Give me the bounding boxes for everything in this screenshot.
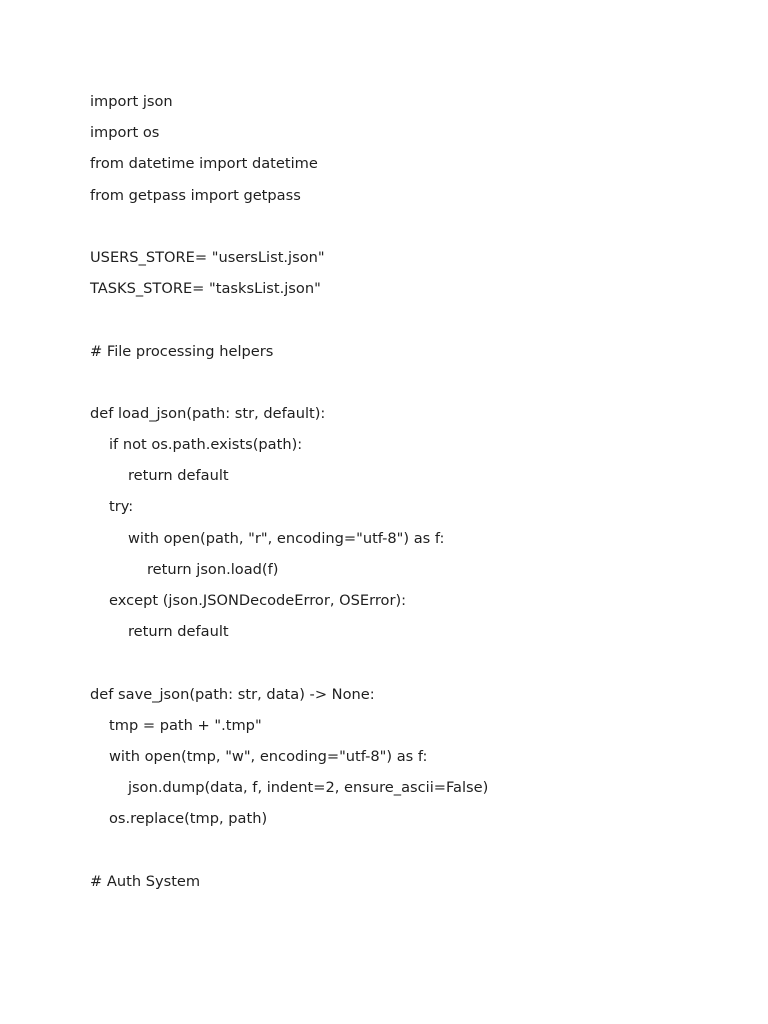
- code-line: return default: [128, 623, 229, 641]
- blank-line: [90, 308, 730, 339]
- code-line: with open(tmp, "w", encoding="utf-8") as f:: [109, 747, 428, 765]
- code-line: try:: [109, 498, 134, 516]
- code-line: return default: [128, 467, 229, 485]
- code-line: TASKS_STORE= "tasksList.json": [90, 280, 321, 298]
- comment-line: # Auth System: [90, 872, 201, 890]
- code-line: USERS_STORE= "usersList.json": [90, 248, 325, 266]
- code-block: [90, 90, 730, 901]
- code-line: with open(path, "r", encoding="utf-8") as f:: [128, 529, 445, 547]
- code-line: def load_json(path: str, default):: [90, 404, 326, 422]
- blank-line: [90, 651, 730, 682]
- comment-line: # File processing helpers: [90, 342, 274, 360]
- code-line: def save_json(path: str, data) -> None:: [90, 685, 375, 703]
- code-line: return json.load(f): [147, 560, 279, 578]
- code-line: os.replace(tmp, path): [109, 810, 268, 828]
- code-line: if not os.path.exists(path):: [109, 436, 303, 454]
- code-line: from getpass import getpass: [90, 186, 301, 204]
- code-line: json.dump(data, f, indent=2, ensure_ascii=False): [128, 779, 489, 797]
- code-line: except (json.JSONDecodeError, OSError):: [109, 592, 407, 609]
- blank-line: [90, 839, 730, 870]
- code-line: from datetime import datetime: [90, 155, 318, 173]
- code-line: import os: [90, 124, 160, 142]
- blank-line: [90, 215, 730, 246]
- code-line: import json: [90, 93, 173, 110]
- code-line: tmp = path + ".tmp": [109, 716, 262, 734]
- blank-line: [90, 371, 730, 402]
